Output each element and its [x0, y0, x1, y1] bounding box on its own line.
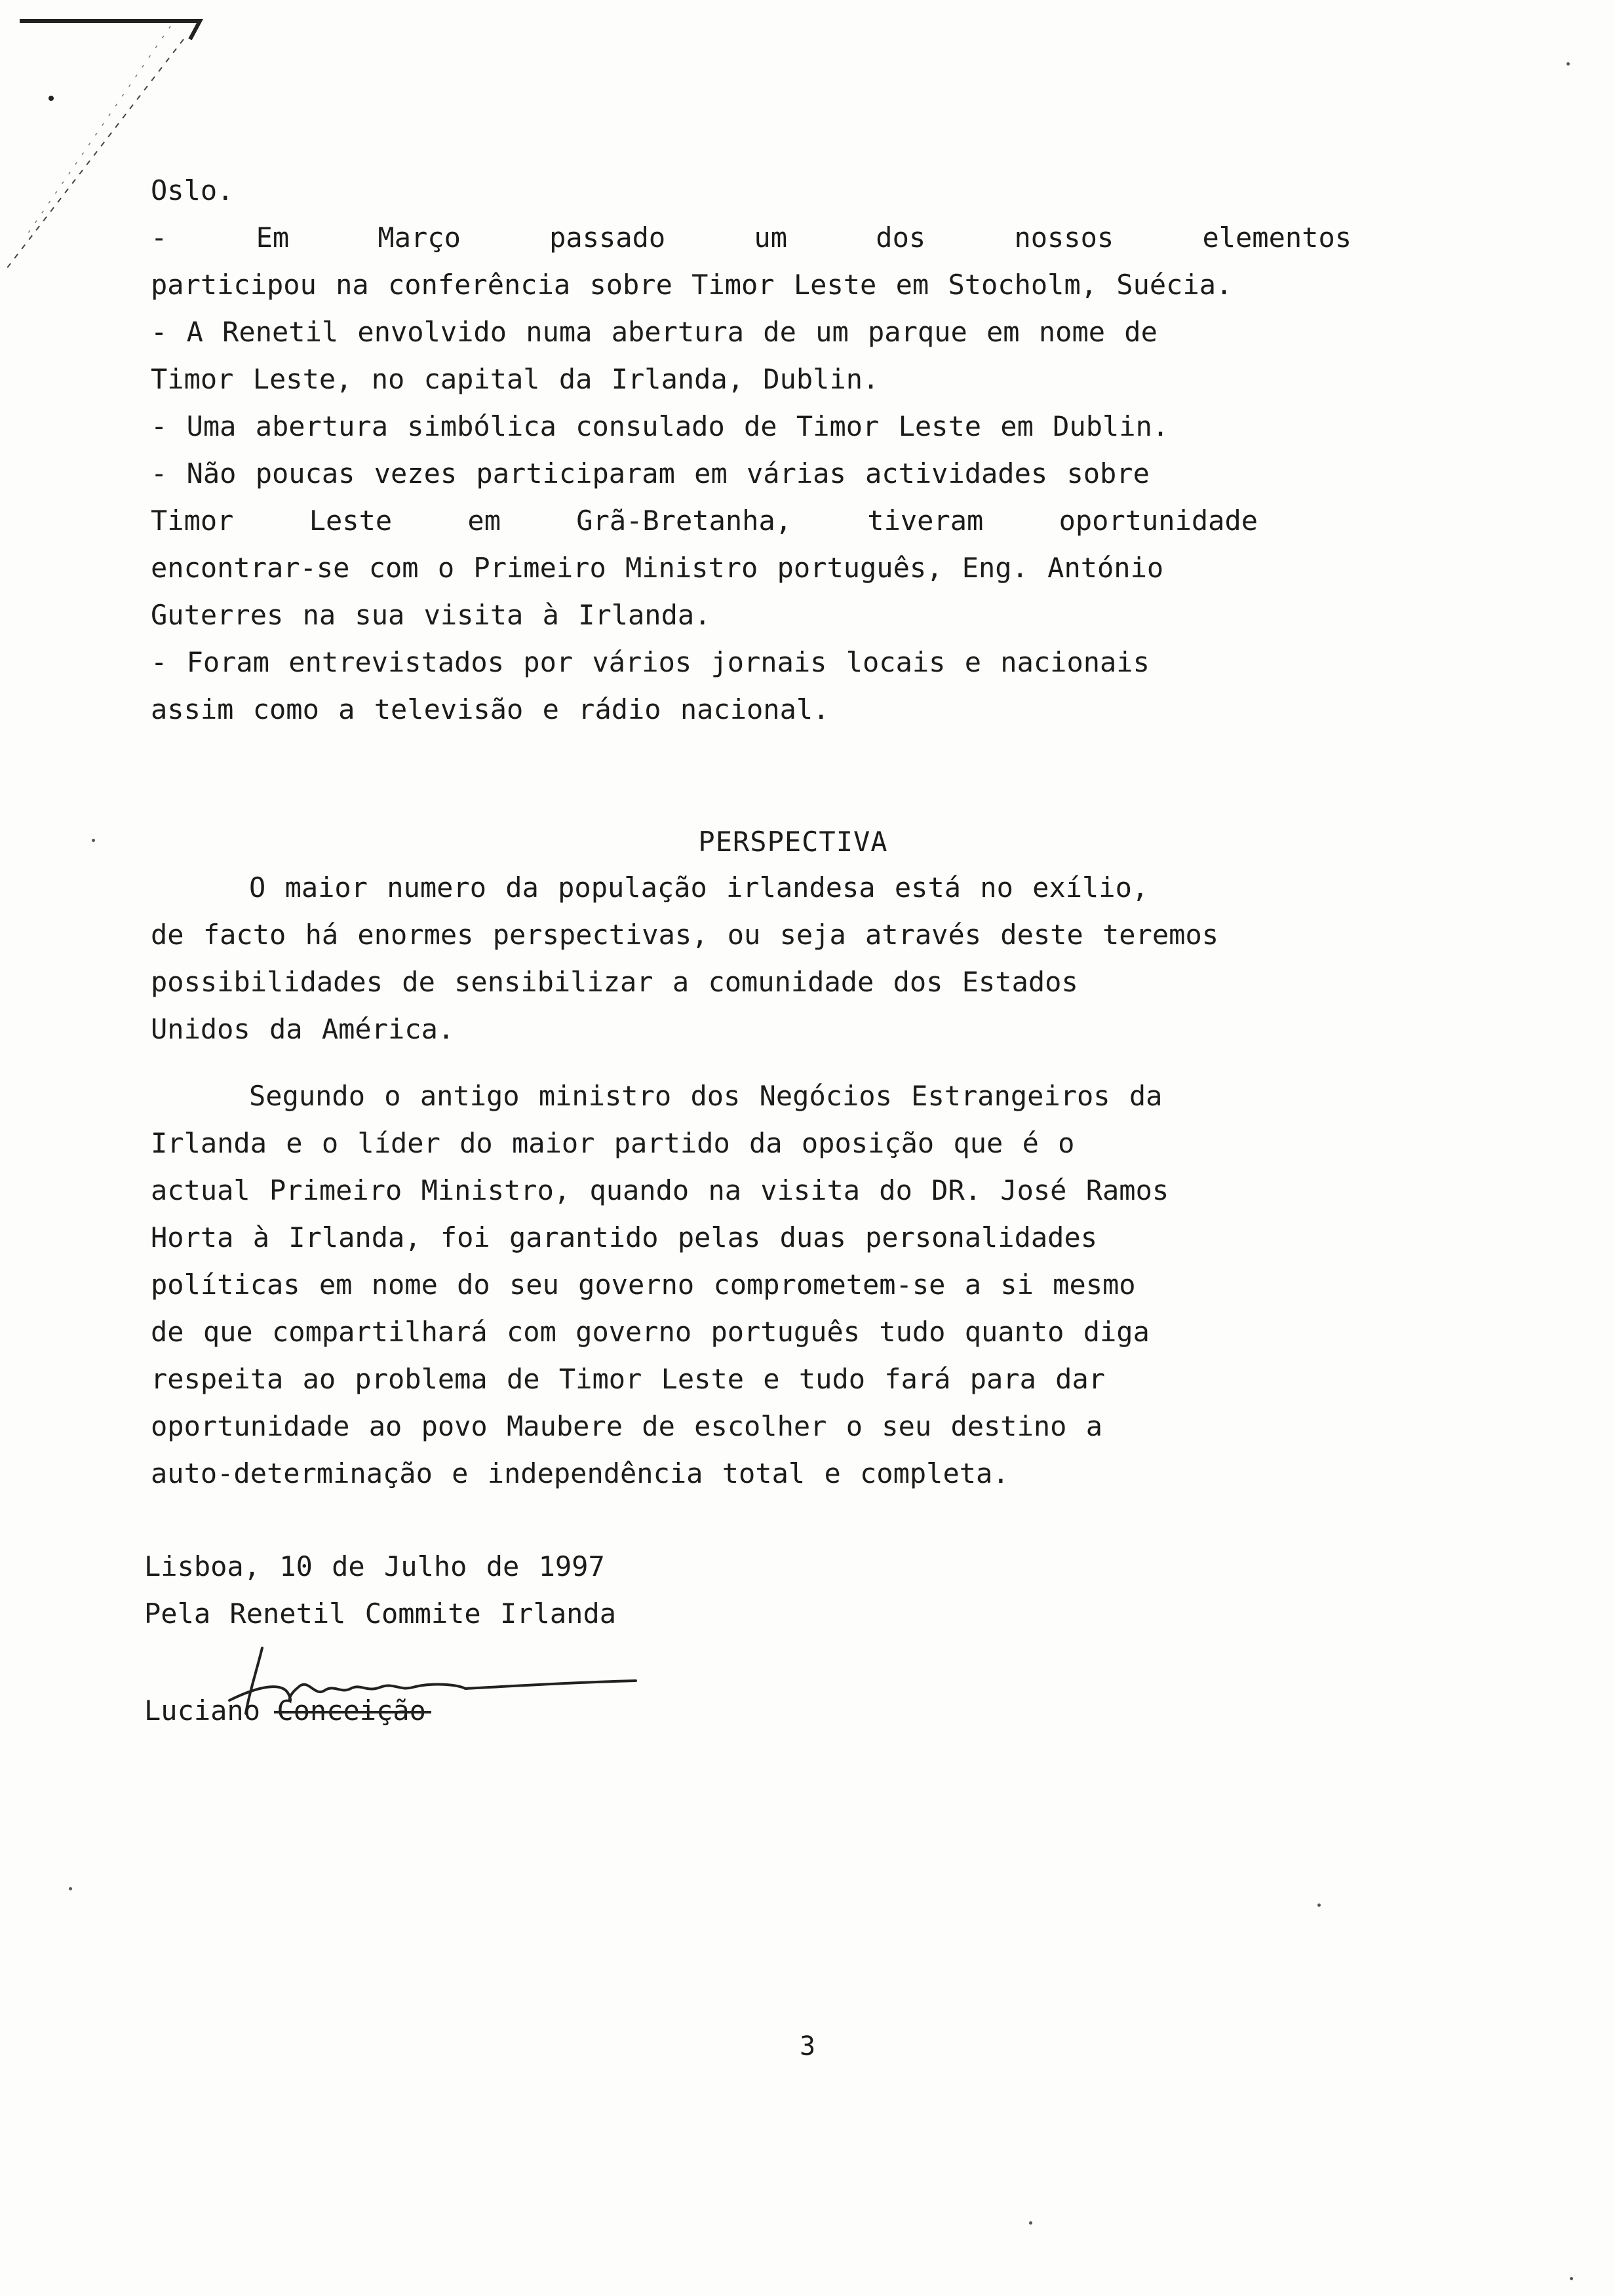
- text-line: - A Renetil envolvido numa abertura de um parque em nome de: [151, 316, 1158, 348]
- text-line: políticas em nome do seu governo comprometem-se a si mesmo: [151, 1269, 1136, 1301]
- text-line: Timor Leste em Grã-Bretanha, tiveram oportunidade: [151, 505, 1258, 537]
- text-line: respeita ao problema de Timor Leste e tudo fará para dar: [151, 1363, 1106, 1395]
- text-line: O maior numero da população irlandesa está no exílio,: [249, 871, 1149, 904]
- text-line: - Foram entrevistados por vários jornais locais e nacionais: [151, 646, 1150, 678]
- text-line: - Uma abertura simbólica consulado de Timor Leste em Dublin.: [151, 410, 1169, 442]
- signer-last-name: Conceição: [277, 1694, 426, 1727]
- section-heading: PERSPECTIVA: [698, 826, 888, 858]
- page-number: 3: [799, 2031, 816, 2061]
- scan-speck: [92, 839, 95, 842]
- text-line: Horta à Irlanda, foi garantido pelas duas personalidades: [151, 1221, 1098, 1253]
- text-line-justified: [151, 214, 1435, 261]
- place-date: Lisboa, 10 de Julho de 1997: [144, 1550, 605, 1582]
- text-line: oportunidade ao povo Maubere de escolher o seu destino a: [151, 1410, 1103, 1442]
- perspective-section: [151, 786, 1435, 1497]
- text-line: possibilidades de sensibilizar a comunidade dos Estados: [151, 966, 1078, 998]
- scan-speck: [1566, 62, 1570, 66]
- text-line: assim como a televisão e rádio nacional.: [151, 693, 830, 725]
- text-line: Segundo o antigo ministro dos Negócios Estrangeiros da: [249, 1080, 1163, 1112]
- text-line: auto-determinação e independência total e completa.: [151, 1457, 1009, 1489]
- scan-speck: [1029, 2221, 1032, 2225]
- signer-name: [144, 1687, 426, 1734]
- text-line: actual Primeiro Ministro, quando na visita do DR. José Ramos: [151, 1174, 1169, 1206]
- scan-speck: [69, 1887, 72, 1890]
- text-line: Irlanda e o líder do maior partido da oposição que é o: [151, 1127, 1075, 1159]
- organization-line: Pela Renetil Commite Irlanda: [144, 1598, 617, 1630]
- text-line: de facto há enormes perspectivas, ou seja através deste teremos: [151, 919, 1219, 951]
- text-line: - Em Março passado um dos nossos elementos: [151, 221, 1352, 254]
- signer-first-name: Luciano: [144, 1694, 261, 1727]
- intro-section: [151, 167, 1435, 733]
- text-line: Guterres na sua visita à Irlanda.: [151, 599, 711, 631]
- text-line: participou na conferência sobre Timor Leste em Stocholm, Suécia.: [151, 269, 1233, 301]
- text-line: Timor Leste, no capital da Irlanda, Dublin.: [151, 363, 880, 395]
- text-line: - Não poucas vezes participaram em várias actividades sobre: [151, 457, 1150, 489]
- text-line: de que compartilhará com governo português tudo quanto diga: [151, 1316, 1150, 1348]
- text-line: Unidos da América.: [151, 1013, 455, 1045]
- signature-block: [144, 1543, 931, 1727]
- scan-speck: [1570, 2277, 1573, 2280]
- text-line: encontrar-se com o Primeiro Ministro português, Eng. António: [151, 552, 1164, 584]
- text-line: Oslo.: [151, 174, 234, 206]
- scan-speck: [1317, 1904, 1321, 1907]
